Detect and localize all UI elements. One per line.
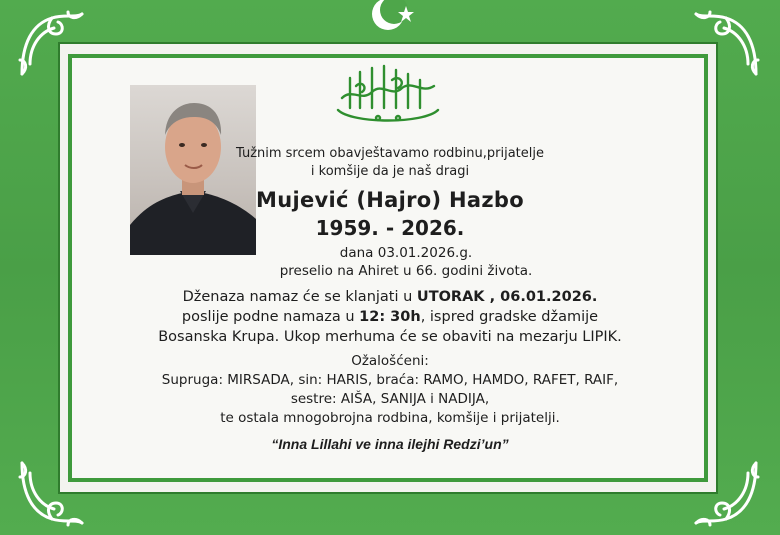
deceased-name: Mujević (Hajro) Hazbo [256, 188, 524, 212]
closing-quote: “Inna Lillahi ve inna ilejhi Redzi’un” [271, 436, 509, 452]
crescent-star-icon [366, 0, 426, 38]
dzenaza-prefix: Dženaza namaz će se klanjati u [182, 289, 417, 305]
intro-line-2: i komšije da je naš dragi [310, 164, 470, 179]
intro-line-1: Tužnim srcem obavještavamo rodbinu,prijatelje [235, 146, 544, 161]
mourners-line-2: sestre: AIŠA, SANIJA i NADIJA, [290, 391, 490, 407]
arabic-calligraphy-icon [332, 58, 444, 130]
dzenaza-day: UTORAK , 06.01.2026. [416, 289, 598, 305]
time-prefix: poslije podne namaza u [181, 309, 360, 325]
burial-line: Bosanska Krupa. Ukop merhuma će se obaviti na mezarju LIPIK. [158, 329, 622, 345]
mourners-line-3: te ostala mnogobrojna rodbina, komšije i prijatelji. [220, 410, 560, 426]
ahiret-line: preselio na Ahiret u 66. godini života. [279, 263, 533, 279]
life-years: 1959. - 2026. [315, 216, 465, 240]
dzenaza-time: 12: 30h [359, 309, 421, 325]
mourners-line-1: Supruga: MIRSADA, sin: HARIS, braća: RAMO, HAMDO, RAFET, RAIF, [161, 372, 619, 388]
time-suffix: , ispred gradske džamije [420, 309, 599, 325]
mourners-title: Ožalošćeni: [351, 353, 429, 369]
dzenaza-line [0, 289, 780, 305]
time-line [0, 309, 780, 325]
date-of-death: dana 03.01.2026.g. [339, 245, 473, 261]
